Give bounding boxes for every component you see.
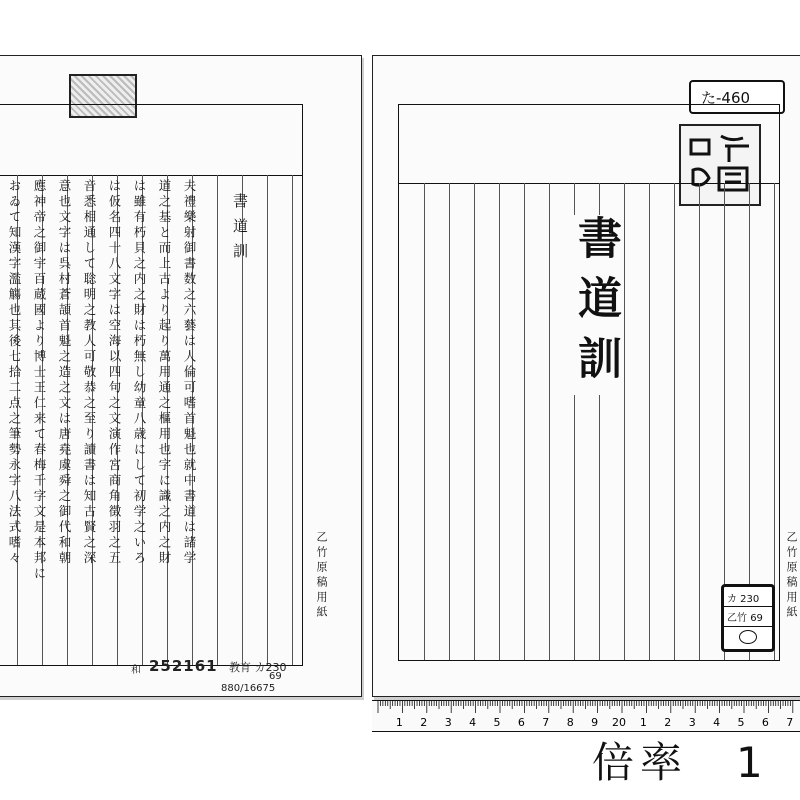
grid-column-line [674,183,700,660]
circle-mark-icon [739,630,757,644]
title-column: 書道訓 [231,193,249,268]
text-column: 應神帝之御宇百蔵國より博士王仁来て春梅千字文是本邦に [32,179,47,582]
ruler-number: 7 [786,716,794,729]
ruler-number: 8 [566,716,574,729]
paper-brand-label: 乙竹原稿用紙 [785,531,798,621]
ruler-ticks [372,701,800,731]
text-column: は雖有朽貝之内之財は朽無し幼童八歳にして初学之いろ [132,179,147,567]
ruler-number: 9 [591,716,599,729]
grid-column-line [624,183,650,660]
text-column: 意也文字は呉村蒼頡首魁之造之文は唐堯虞舜之御代和朝 [57,179,72,567]
grid-column-line [424,183,450,660]
classification-label [721,584,775,652]
ruler-number: 4 [713,716,721,729]
text-column: 夫禮樂射御書数之六藝は人倫可嗜首魁也就中書道は諸学 [182,179,197,567]
paper-brand-label: 乙竹原稿用紙 [315,531,328,621]
call-number-text: た-460 [701,89,751,107]
ruler-number: 20 [612,716,626,729]
scale-ruler [372,700,800,732]
ruler-number: 6 [517,716,525,729]
right-manuscript-sheet [372,55,800,697]
catalog-prefix: 和 [131,665,141,676]
grid-column-line [267,175,293,665]
grid-column-line [649,183,675,660]
ruler-number: 3 [444,716,452,729]
acquisition-number: 880/16675 [221,683,276,694]
ruler-number: 2 [420,716,428,729]
grid-column-line [474,183,500,660]
magnification-caption: 倍率 1 [592,738,769,787]
catalog-number: 252161 [149,657,218,675]
text-column: 音悉相通して聡明之教人可敬恭之至り讀書は知古賢之深 [82,179,97,567]
left-manuscript-sheet [0,55,362,697]
ruler-number: 5 [493,716,501,729]
class-line-2-prefix: 乙竹 [727,613,747,624]
left-grid [0,104,303,666]
ruler-number: 1 [639,716,647,729]
ruler-number: 6 [761,716,769,729]
grid-column-line [499,183,525,660]
shelf-sub: 69 [269,671,282,682]
document-title: 書道訓 [567,215,623,395]
grid-column-line [524,183,550,660]
right-grid [398,104,780,661]
text-column: おゐて知漢字濫觴也其後七拾二点之筆勢永字八法式嗜々 [7,179,22,567]
ruler-number: 3 [688,716,696,729]
class-line-2-value: 69 [750,613,763,624]
ruler-number: 1 [395,716,403,729]
shelf-label: 教育 カ230 [229,661,287,674]
text-column: 道之基と而上古より起り萬用通之樞用也字に識之内之財 [157,179,172,567]
ruler-number: 7 [542,716,550,729]
ruler-number: 4 [469,716,477,729]
grid-column-line [292,175,303,665]
text-column: は仮名四十八文字は空海以四句之文演作宮商角徴羽之五 [107,179,122,567]
ruler-number: 2 [664,716,672,729]
grid-column-line [449,183,475,660]
class-line-1: カ 230 [724,587,772,607]
ruler-number: 5 [737,716,745,729]
